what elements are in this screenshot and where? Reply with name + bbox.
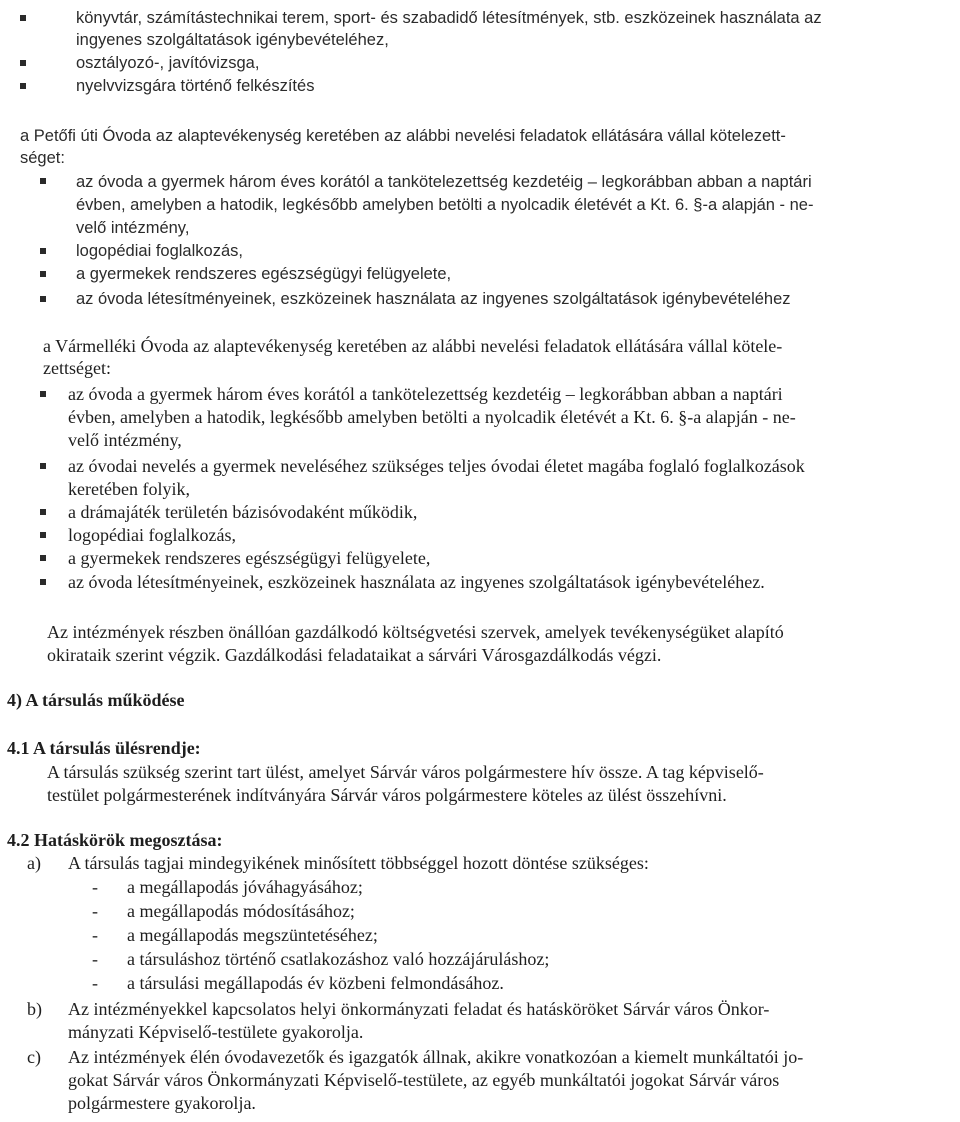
bullet-marker (40, 579, 46, 585)
bullet-text: nyelvvizsgára történő felkészítés (76, 77, 315, 95)
paragraph-line: Az intézmények részben önállóan gazdálkodó költségvetési szervek, amelyek tevékenységüket alapító (47, 622, 784, 642)
list-item-line: velő intézmény, (76, 219, 190, 237)
sub-list-item: a megállapodás megszüntetéséhez; (127, 925, 378, 945)
list-item-line: velő intézmény, (68, 430, 182, 450)
bullet-marker (40, 248, 46, 254)
bullet-marker (40, 296, 46, 302)
bullet-marker (40, 391, 46, 397)
list-item-line: a gyermekek rendszeres egészségügyi felügyelete, (76, 265, 452, 283)
paragraph-line: séget: (20, 149, 65, 167)
bullet-marker (20, 83, 26, 89)
list-item-line: az óvoda a gyermek három éves korától a tankötelezettség kezdetéig – legkorábban abban a naptári (68, 384, 783, 404)
list-item-line: Az intézmények élén óvodavezetők és igazgatók állnak, akikre vonatkozóan a kiemelt munkáltatói jo- (68, 1047, 804, 1067)
subsection-heading: 4.2 Hatáskörök megosztása: (7, 830, 223, 850)
list-item-line: logopédiai foglalkozás, (68, 525, 236, 545)
list-label-b: b) (27, 999, 42, 1019)
dash-marker: - (92, 901, 98, 921)
list-item-line: az óvodai nevelés a gyermek neveléséhez szükséges teljes óvodai életet magába foglaló foglalkozások (68, 456, 805, 476)
bullet-text: osztályozó-, javítóvizsga, (76, 54, 260, 72)
list-item-line: keretében folyik, (68, 479, 190, 499)
dash-marker: - (92, 973, 98, 993)
paragraph-line: zettséget: (43, 358, 111, 378)
list-item-line: polgármestere gyakorolja. (68, 1093, 256, 1113)
paragraph-line: testület polgármesterének indítványára Sárvár város polgármestere köteles az ülést összehívni. (47, 785, 727, 805)
paragraph-line: A társulás szükség szerint tart ülést, amelyet Sárvár város polgármestere hív össze. A tag képviselő- (47, 762, 764, 782)
list-item-line: Az intézményekkel kapcsolatos helyi önkormányzati feladat és hatásköröket Sárvár város Önkor- (68, 999, 770, 1019)
bullet-marker (40, 555, 46, 561)
subsection-heading: 4.1 A társulás ülésrendje: (7, 738, 201, 758)
list-label-c: c) (27, 1047, 41, 1067)
bullet-marker (40, 463, 46, 469)
list-item-line: a gyermekek rendszeres egészségügyi felügyelete, (68, 548, 431, 568)
list-item-line: az óvoda létesítményeinek, eszközeinek használata az ingyenes szolgáltatások igénybevételéhez. (68, 572, 765, 592)
list-item-line: logopédiai foglalkozás, (76, 242, 243, 260)
dash-marker: - (92, 949, 98, 969)
paragraph-line: a Petőfi úti Óvoda az alaptevékenység keretében az alábbi nevelési feladatok ellátására vállal kötelezett- (20, 127, 786, 145)
bullet-marker (40, 178, 46, 184)
list-item-line: mányzati Képviselő-testülete gyakorolja. (68, 1022, 364, 1042)
list-item-line: a drámajáték területén bázisóvodaként működik, (68, 502, 418, 522)
bullet-marker (20, 60, 26, 66)
list-label-a: a) (27, 853, 41, 873)
bullet-marker (40, 271, 46, 277)
sub-list-item: a társuláshoz történő csatlakozáshoz való hozzájáruláshoz; (127, 949, 550, 969)
list-item-line: A társulás tagjai mindegyikének minősített többséggel hozott döntése szükséges: (68, 853, 649, 873)
list-item-line: gokat Sárvár város Önkormányzati Képviselő-testülete, az egyéb munkáltatói jogokat Sárvár város (68, 1070, 780, 1090)
list-item-line: évben, amelyben a hatodik, legkésőbb amelyben betölti a nyolcadik életévét a Kt. 6. §-a alapján - ne- (68, 407, 796, 427)
bullet-marker (20, 15, 26, 21)
sub-list-item: a társulási megállapodás év közbeni felmondásához. (127, 973, 504, 993)
sub-list-item: a megállapodás jóváhagyásához; (127, 877, 363, 897)
bullet-text: ingyenes szolgáltatások igénybevételéhez, (76, 31, 389, 49)
bullet-marker (40, 509, 46, 515)
list-item-line: évben, amelyben a hatodik, legkésőbb amelyben betölti a nyolcadik életévét a Kt. 6. §-a alapján - ne- (76, 196, 814, 214)
paragraph-line: a Vármelléki Óvoda az alaptevékenység keretében az alábbi nevelési feladatok ellátására vállal kötele- (43, 336, 783, 356)
bullet-marker (40, 532, 46, 538)
dash-marker: - (92, 877, 98, 897)
paragraph-line: okirataik szerint végzik. Gazdálkodási feladataikat a sárvári Városgazdálkodás végzi. (47, 645, 662, 665)
list-item-line: az óvoda létesítményeinek, eszközeinek használata az ingyenes szolgáltatások igénybevételéhez (76, 290, 791, 308)
section-heading: 4) A társulás működése (7, 690, 185, 710)
sub-list-item: a megállapodás módosításához; (127, 901, 355, 921)
dash-marker: - (92, 925, 98, 945)
bullet-text: könyvtár, számítástechnikai terem, sport- és szabadidő létesítmények, stb. eszközeinek használata az (76, 9, 822, 27)
list-item-line: az óvoda a gyermek három éves korától a tankötelezettség kezdetéig – legkorábban abban a naptári (76, 173, 812, 191)
